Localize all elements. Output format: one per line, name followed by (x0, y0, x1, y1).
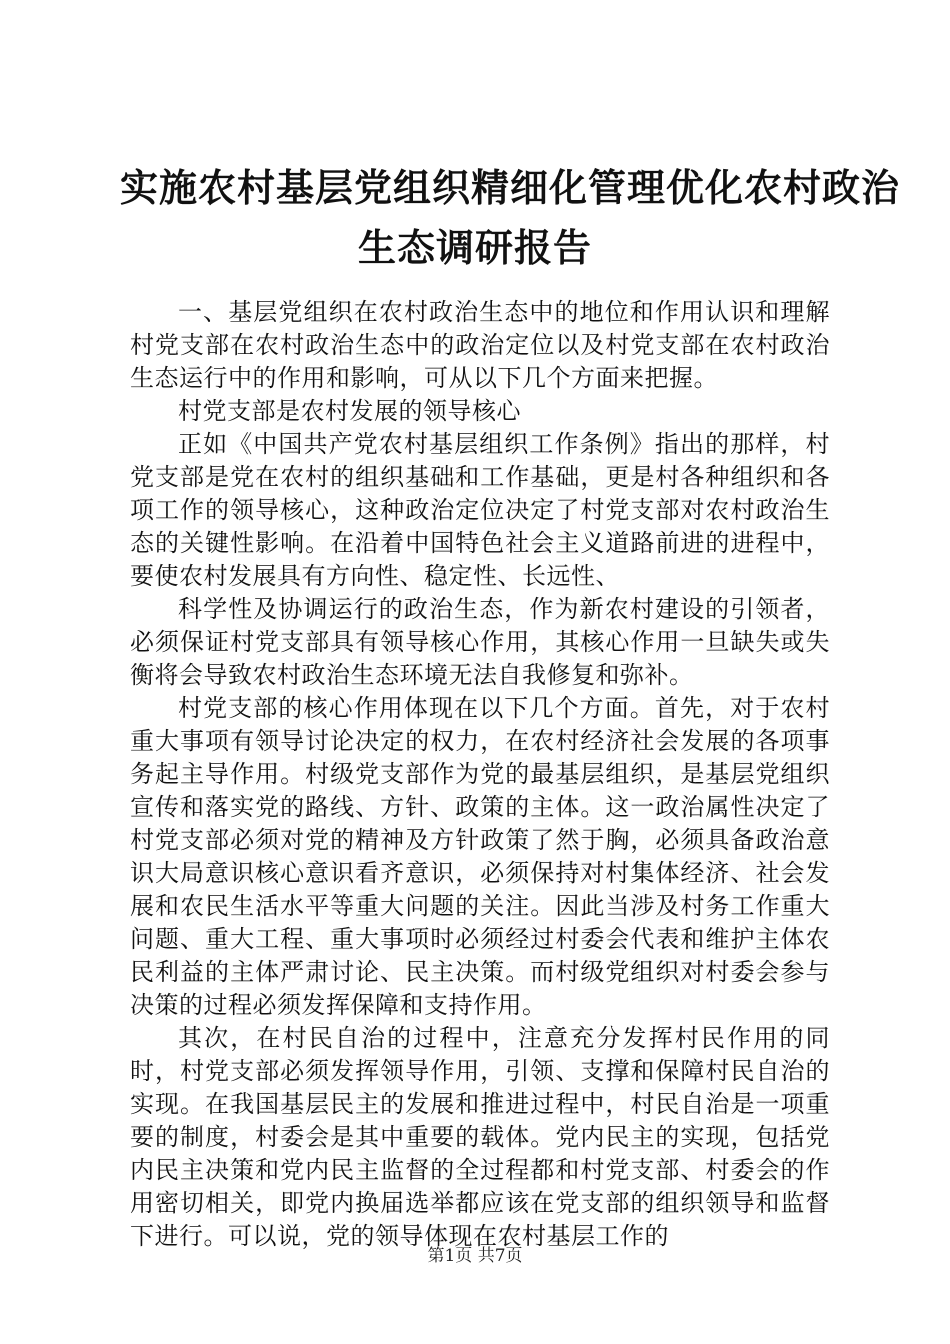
page-footer: 第1页 共7页 (427, 1246, 523, 1266)
document-body (130, 296, 830, 1253)
paragraph-4: 村党支部的核心作用体现在以下几个方面。首先，对于农村重大事项有领导讨论决定的权力，在农村经济社会发展的各项事务起主导作用。村级党支部作为党的最基层组织，是基层党组织宣传和落实党的路线、方针、政策的主体。这一政治属性决定了村党支部必须对党的精神及方针政策了然于胸，必须具备政治意识大局意识核心意识看齐意识，必须保持对村集体经济、社会发展和农民生活水平等重大问题的关注。因此当涉及村务工作重大问题、重大工程、重大事项时必须经过村委会代表和维护主体农民利益的主体严肃讨论、民主决策。而村级党组织对村委会参与决策的过程必须发挥保障和支持作用。 (130, 694, 830, 1019)
paragraph-2: 正如《中国共产党农村基层组织工作条例》指出的那样，村党支部是党在农村的组织基础和工作基础，更是村各种组织和各项工作的领导核心，这种政治定位决定了村党支部对农村政治生态的关键性影响。在沿着中国特色社会主义道路前进的进程中，要使农村发展具有方向性、稳定性、长远性、 (130, 430, 830, 590)
paragraph-1: 一、基层党组织在农村政治生态中的地位和作用认识和理解村党支部在农村政治生态中的政治定位以及村党支部在农村政治生态运行中的作用和影响，可从以下几个方面来把握。 (130, 298, 830, 392)
title-line-1: 实施农村基层党组织精细化管理优化农村政治 (120, 165, 901, 210)
paragraph-5: 其次，在村民自治的过程中，注意充分发挥村民作用的同时，村党支部必须发挥领导作用，引领、支撑和保障村民自治的实现。在我国基层民主的发展和推进过程中，村民自治是一项重要的制度，村委会是其中重要的载体。党内民主的实现，包括党内民主决策和党内民主监督的全过程都和村党支部、村委会的作用密切相关，即党内换届选举都应该在党支部的组织领导和监督下进行。可以说，党的领导体现在农村基层工作的 (130, 1024, 830, 1250)
paragraph-3: 科学性及协调运行的政治生态，作为新农村建设的引领者，必须保证村党支部具有领导核心作用，其核心作用一旦缺失或失衡将会导致农村政治生态环境无法自我修复和弥补。 (130, 595, 830, 689)
document-title (120, 158, 901, 278)
title-line-2: 生态调研报告 (357, 225, 592, 270)
section-heading: 村党支部是农村发展的领导核心 (178, 397, 521, 425)
